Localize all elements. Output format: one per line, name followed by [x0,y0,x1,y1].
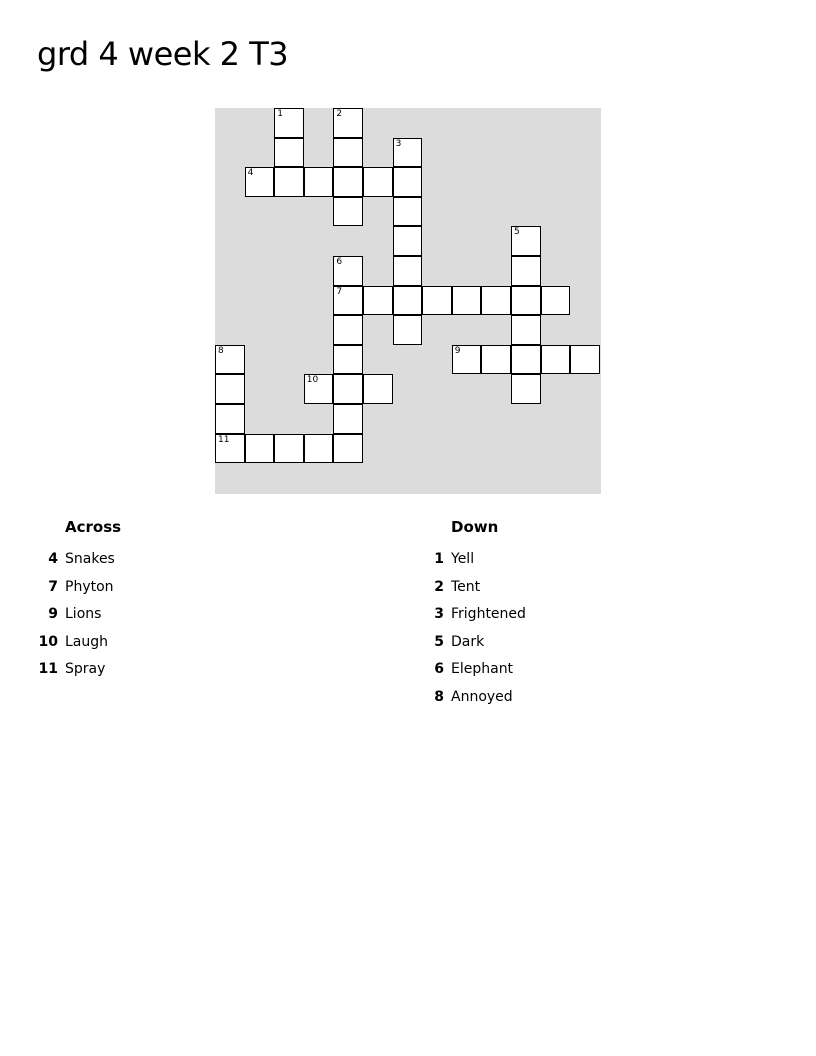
clue-item [416,578,776,606]
clue-item-number: 6 [434,661,444,677]
grid-cell[interactable] [245,434,275,464]
grid-cell[interactable] [363,374,393,404]
grid-cell[interactable] [274,434,304,464]
clue-item-number: 7 [48,578,58,595]
clue-item [30,578,390,606]
grid-cell[interactable] [393,226,423,256]
grid-cell[interactable] [422,286,452,316]
grid-cell[interactable] [393,286,423,316]
grid-cell[interactable] [304,434,334,464]
grid-cell[interactable] [333,315,363,345]
clue-item [30,605,390,633]
grid-cell[interactable] [363,286,393,316]
grid-cell[interactable] [481,286,511,316]
grid-cell[interactable] [333,256,363,286]
grid-cell[interactable] [452,345,482,375]
clue-item [416,605,776,633]
clue-item [416,688,776,716]
clue-number: 11 [218,434,230,445]
grid-cell[interactable] [511,286,541,316]
clue-number: 2 [336,109,343,119]
grid-cell[interactable] [570,345,600,375]
clue-item-text: Spray [65,661,106,677]
grid-cell[interactable] [304,374,334,404]
grid-cell[interactable] [511,315,541,345]
clue-item-text: Lions [65,606,102,622]
grid-cell[interactable] [333,404,363,434]
grid-cell[interactable] [274,108,304,138]
clue-item-number: 11 [38,661,58,677]
grid-cell[interactable] [333,167,363,197]
clue-item-number: 4 [48,551,58,567]
clue-number: 4 [247,168,254,179]
clue-item-number: 8 [434,688,444,705]
grid-cell[interactable] [481,345,511,375]
clue-item-text: Elephant [451,661,514,677]
grid-cell[interactable] [274,167,304,197]
grid-cell[interactable] [541,286,571,316]
clue-item-text: Dark [451,633,485,650]
grid-cell[interactable] [393,138,423,168]
clue-item-number: 3 [434,606,444,622]
clue-number: 8 [218,345,224,356]
clue-item-number: 1 [434,551,444,567]
down-clues [416,516,776,715]
page-title: grd 4 week 2 T3 [37,35,289,73]
clue-number: 5 [514,227,520,238]
clue-number: 3 [395,138,402,149]
grid-cell[interactable] [393,315,423,345]
grid-cell[interactable] [215,345,245,375]
clue-number: 10 [306,375,319,386]
clue-item-text: Snakes [65,551,115,567]
grid-cell[interactable] [304,167,334,197]
grid-cell[interactable] [333,138,363,168]
grid-cell[interactable] [245,167,275,197]
clue-item-number: 10 [38,633,58,650]
grid-cell[interactable] [363,167,393,197]
grid-cell[interactable] [215,434,245,464]
clue-item [416,660,776,688]
clue-item-text: Annoyed [451,688,513,705]
grid-cell[interactable] [511,374,541,404]
across-heading: Across [65,518,122,536]
grid-cell[interactable] [333,434,363,464]
grid-cell[interactable] [541,345,571,375]
clue-item-number: 5 [434,633,444,650]
clue-item-text: Laugh [65,633,109,650]
across-clues [30,516,390,688]
grid-cell[interactable] [215,374,245,404]
grid-cell[interactable] [511,256,541,286]
clue-item-text: Frightened [451,606,526,622]
grid-cell[interactable] [511,226,541,256]
clue-item [416,550,776,578]
grid-cell[interactable] [333,286,363,316]
grid-cell[interactable] [511,345,541,375]
clue-item-number: 2 [434,578,444,595]
grid-cell[interactable] [333,108,363,138]
clue-number: 9 [454,345,461,356]
grid-cell[interactable] [215,404,245,434]
grid-cell[interactable] [274,138,304,168]
clue-item-text: Yell [451,551,475,567]
grid-cell[interactable] [393,197,423,227]
grid-cell[interactable] [452,286,482,316]
clue-item-text: Tent [451,578,481,595]
grid-cell[interactable] [333,374,363,404]
clue-item [30,633,390,661]
grid-cell[interactable] [333,345,363,375]
crossword-grid [215,108,601,494]
down-heading: Down [451,518,499,536]
clue-item-text: Phyton [65,578,114,595]
grid-cell[interactable] [333,197,363,227]
clue-number: 6 [336,257,343,267]
clue-item [30,660,390,688]
clue-number: 7 [336,286,343,297]
grid-cell[interactable] [393,256,423,286]
clue-item-number: 9 [48,606,58,622]
grid-cell[interactable] [393,167,423,197]
clue-item [416,633,776,661]
clue-item [30,550,390,578]
clue-number: 1 [277,109,283,119]
